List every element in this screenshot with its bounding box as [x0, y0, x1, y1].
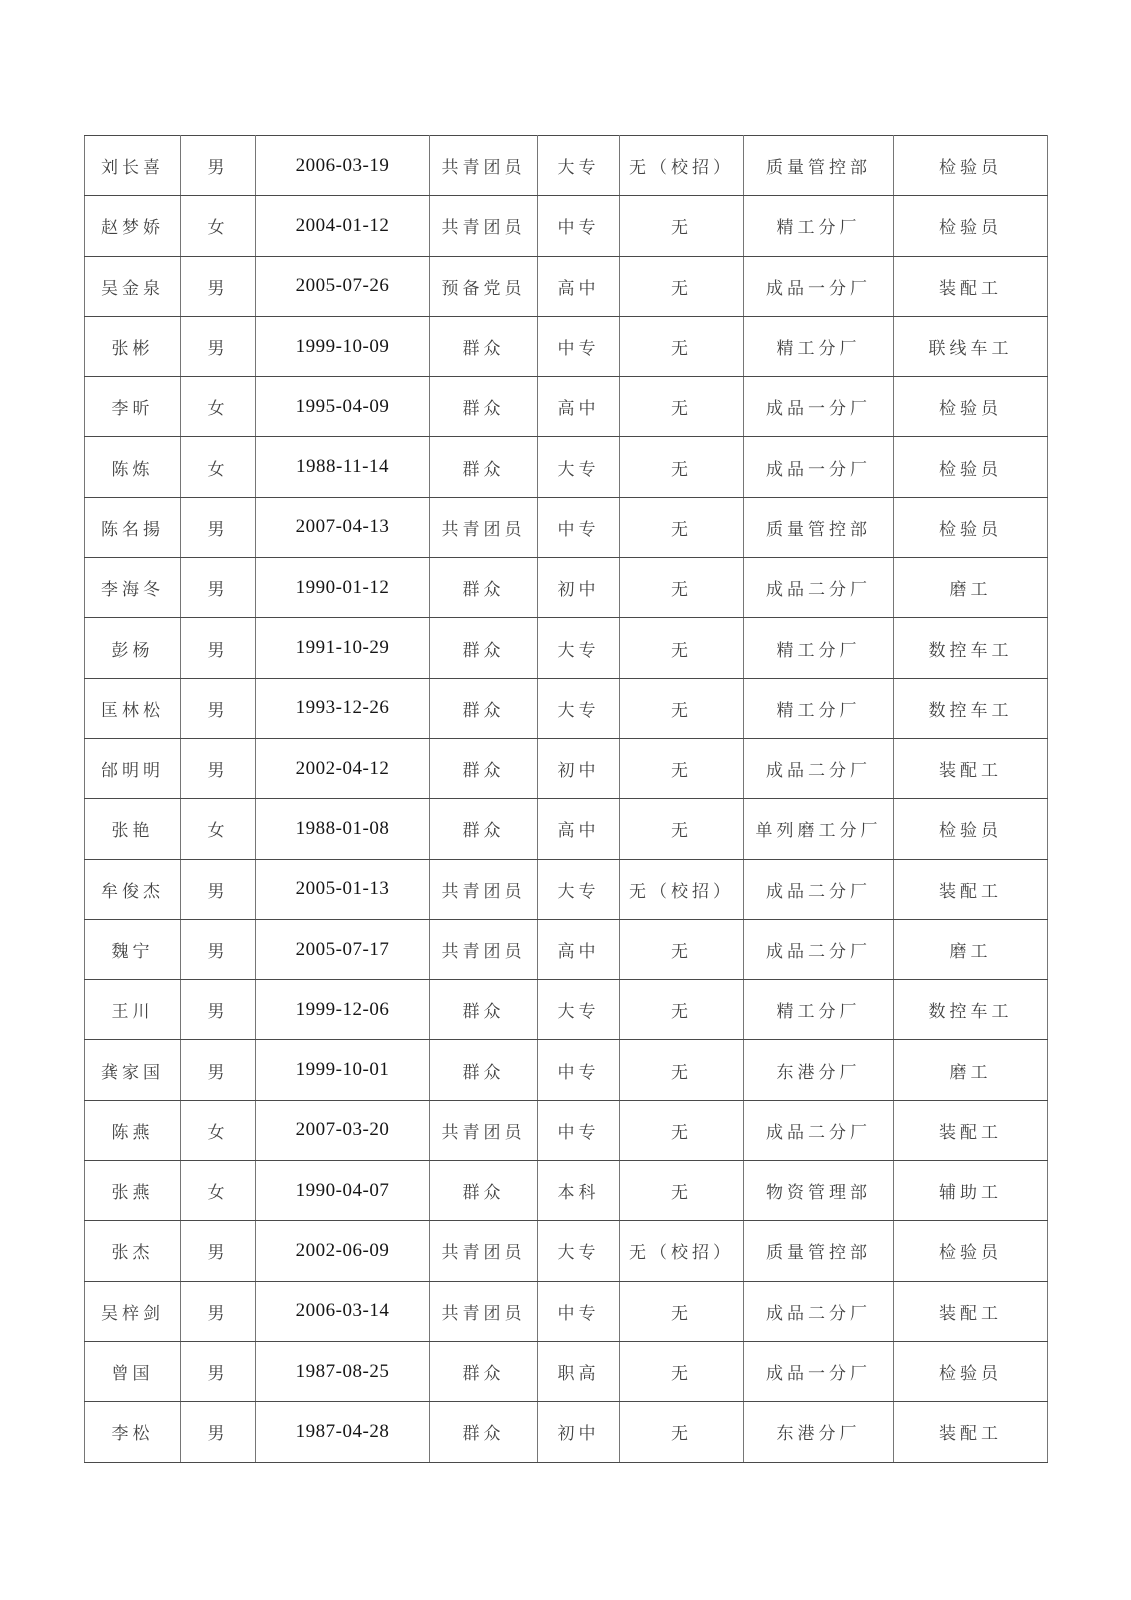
table-cell: 单列磨工分厂: [744, 799, 894, 859]
table-row: [85, 799, 1048, 859]
table-cell: 2004-01-12: [256, 196, 430, 256]
table-row: [85, 859, 1048, 919]
table-cell: 无: [620, 558, 744, 618]
table-cell: 2005-07-26: [256, 256, 430, 316]
table-row: [85, 1281, 1048, 1341]
table-cell: 本科: [538, 1161, 620, 1221]
table-cell: 高中: [538, 256, 620, 316]
table-row: [85, 196, 1048, 256]
table-cell: 男: [181, 618, 256, 678]
table-cell: 无: [620, 799, 744, 859]
table-cell: 男: [181, 316, 256, 376]
table-row: [85, 437, 1048, 497]
table-row: [85, 738, 1048, 798]
table-cell: 群众: [430, 316, 538, 376]
table-cell: 男: [181, 1040, 256, 1100]
table-cell: 无: [620, 316, 744, 376]
table-cell: 群众: [430, 980, 538, 1040]
table-cell: 职高: [538, 1341, 620, 1401]
table-cell: 男: [181, 1341, 256, 1401]
table-cell: 共青团员: [430, 859, 538, 919]
table-row: [85, 497, 1048, 557]
table-cell: 无: [620, 256, 744, 316]
table-cell: 无: [620, 1402, 744, 1462]
table-cell: 无（校招）: [620, 1221, 744, 1281]
table-cell: 男: [181, 1221, 256, 1281]
table-cell: 初中: [538, 558, 620, 618]
table-row: [85, 1221, 1048, 1281]
table-cell: 陈名揚: [85, 497, 181, 557]
table-cell: 女: [181, 1161, 256, 1221]
table-cell: 成品二分厂: [744, 1100, 894, 1160]
table-row: [85, 1341, 1048, 1401]
table-row: [85, 919, 1048, 979]
table-cell: 无: [620, 497, 744, 557]
table-cell: 女: [181, 1100, 256, 1160]
table-cell: 男: [181, 859, 256, 919]
table-cell: 无: [620, 678, 744, 738]
table-cell: 成品一分厂: [744, 256, 894, 316]
table-cell: 无: [620, 1100, 744, 1160]
table-row: [85, 316, 1048, 376]
table-cell: 装配工: [894, 738, 1048, 798]
table-cell: 无（校招）: [620, 859, 744, 919]
table-cell: 赵梦娇: [85, 196, 181, 256]
table-row: [85, 377, 1048, 437]
table-cell: 魏宁: [85, 919, 181, 979]
table-cell: 男: [181, 678, 256, 738]
table-cell: 装配工: [894, 859, 1048, 919]
table-cell: 辅助工: [894, 1161, 1048, 1221]
table-cell: 张彬: [85, 316, 181, 376]
table-cell: 高中: [538, 799, 620, 859]
table-cell: 男: [181, 558, 256, 618]
table-cell: 无: [620, 1281, 744, 1341]
table-cell: 装配工: [894, 256, 1048, 316]
table-cell: 中专: [538, 316, 620, 376]
table-cell: 共青团员: [430, 196, 538, 256]
table-cell: 无: [620, 1341, 744, 1401]
table-cell: 2002-06-09: [256, 1221, 430, 1281]
table-row: [85, 1100, 1048, 1160]
table-cell: 高中: [538, 919, 620, 979]
table-cell: 共青团员: [430, 136, 538, 196]
table-cell: 群众: [430, 1402, 538, 1462]
table-cell: 检验员: [894, 799, 1048, 859]
table-cell: 精工分厂: [744, 316, 894, 376]
table-row: [85, 980, 1048, 1040]
table-cell: 群众: [430, 1161, 538, 1221]
table-cell: 陈炼: [85, 437, 181, 497]
table-cell: 1988-01-08: [256, 799, 430, 859]
table-cell: 成品一分厂: [744, 1341, 894, 1401]
table-row: [85, 136, 1048, 196]
table-cell: 预备党员: [430, 256, 538, 316]
table-cell: 大专: [538, 136, 620, 196]
table-row: [85, 256, 1048, 316]
table-cell: 东港分厂: [744, 1402, 894, 1462]
table-cell: 成品二分厂: [744, 738, 894, 798]
table-cell: 1987-08-25: [256, 1341, 430, 1401]
table-cell: 李昕: [85, 377, 181, 437]
table-cell: 无: [620, 618, 744, 678]
table-cell: 中专: [538, 1040, 620, 1100]
table-cell: 高中: [538, 377, 620, 437]
table-cell: 群众: [430, 738, 538, 798]
table-cell: 质量管控部: [744, 136, 894, 196]
table-cell: 牟俊杰: [85, 859, 181, 919]
table-cell: 男: [181, 1281, 256, 1341]
table-cell: 磨工: [894, 558, 1048, 618]
table-cell: 质量管控部: [744, 1221, 894, 1281]
table-cell: 2005-01-13: [256, 859, 430, 919]
table-row: [85, 618, 1048, 678]
table-cell: 成品一分厂: [744, 377, 894, 437]
table-cell: 2006-03-14: [256, 1281, 430, 1341]
table-cell: 张燕: [85, 1161, 181, 1221]
table-cell: 1999-12-06: [256, 980, 430, 1040]
table-cell: 物资管理部: [744, 1161, 894, 1221]
table-cell: 磨工: [894, 919, 1048, 979]
table-cell: 装配工: [894, 1281, 1048, 1341]
table-cell: 无: [620, 377, 744, 437]
table-cell: 共青团员: [430, 1281, 538, 1341]
table-cell: 彭杨: [85, 618, 181, 678]
table-cell: 检验员: [894, 497, 1048, 557]
table-cell: 联线车工: [894, 316, 1048, 376]
table-cell: 2007-04-13: [256, 497, 430, 557]
table-cell: 大专: [538, 1221, 620, 1281]
table-cell: 中专: [538, 1100, 620, 1160]
table-cell: 曾国: [85, 1341, 181, 1401]
table-cell: 群众: [430, 1040, 538, 1100]
table-cell: 检验员: [894, 377, 1048, 437]
table-cell: 2005-07-17: [256, 919, 430, 979]
table-cell: 群众: [430, 437, 538, 497]
table-cell: 吴金泉: [85, 256, 181, 316]
table-cell: 男: [181, 919, 256, 979]
table-cell: 无: [620, 980, 744, 1040]
table-cell: 龚家国: [85, 1040, 181, 1100]
table-cell: 1987-04-28: [256, 1402, 430, 1462]
table-cell: 群众: [430, 618, 538, 678]
table-cell: 匡林松: [85, 678, 181, 738]
table-cell: 无: [620, 196, 744, 256]
table-cell: 无: [620, 1040, 744, 1100]
table-cell: 中专: [538, 196, 620, 256]
table-cell: 大专: [538, 859, 620, 919]
table-cell: 东港分厂: [744, 1040, 894, 1100]
table-cell: 装配工: [894, 1402, 1048, 1462]
table-cell: 无: [620, 738, 744, 798]
table-cell: 无: [620, 1161, 744, 1221]
table-cell: 群众: [430, 377, 538, 437]
table-cell: 精工分厂: [744, 618, 894, 678]
table-cell: 1995-04-09: [256, 377, 430, 437]
table-cell: 成品二分厂: [744, 919, 894, 979]
table-cell: 2002-04-12: [256, 738, 430, 798]
table-cell: 男: [181, 136, 256, 196]
table-cell: 大专: [538, 980, 620, 1040]
table-cell: 检验员: [894, 437, 1048, 497]
table-cell: 检验员: [894, 136, 1048, 196]
table-cell: 男: [181, 256, 256, 316]
table-cell: 李海冬: [85, 558, 181, 618]
table-cell: 男: [181, 980, 256, 1040]
table-cell: 2007-03-20: [256, 1100, 430, 1160]
table-cell: 男: [181, 738, 256, 798]
table-cell: 1990-04-07: [256, 1161, 430, 1221]
table-cell: 1991-10-29: [256, 618, 430, 678]
table-cell: 1999-10-09: [256, 316, 430, 376]
table-cell: 大专: [538, 678, 620, 738]
table-cell: 女: [181, 377, 256, 437]
table-cell: 1999-10-01: [256, 1040, 430, 1100]
table-cell: 邰明明: [85, 738, 181, 798]
table-cell: 群众: [430, 678, 538, 738]
table-cell: 共青团员: [430, 1221, 538, 1281]
table-cell: 共青团员: [430, 919, 538, 979]
table-cell: 无: [620, 437, 744, 497]
table-cell: 检验员: [894, 196, 1048, 256]
table-row: [85, 558, 1048, 618]
table-cell: 群众: [430, 799, 538, 859]
table-cell: 男: [181, 1402, 256, 1462]
table-cell: 成品二分厂: [744, 1281, 894, 1341]
table-cell: 装配工: [894, 1100, 1048, 1160]
table-cell: 中专: [538, 1281, 620, 1341]
table-cell: 初中: [538, 738, 620, 798]
table-cell: 2006-03-19: [256, 136, 430, 196]
table-cell: 无: [620, 919, 744, 979]
table-cell: 数控车工: [894, 618, 1048, 678]
table-row: [85, 678, 1048, 738]
table-cell: 群众: [430, 558, 538, 618]
table-cell: 中专: [538, 497, 620, 557]
table-cell: 大专: [538, 618, 620, 678]
table-cell: 成品一分厂: [744, 437, 894, 497]
table-cell: 无（校招）: [620, 136, 744, 196]
table-cell: 男: [181, 497, 256, 557]
table-cell: 共青团员: [430, 1100, 538, 1160]
table-cell: 数控车工: [894, 678, 1048, 738]
table-cell: 精工分厂: [744, 980, 894, 1040]
table-cell: 共青团员: [430, 497, 538, 557]
table-cell: 陈燕: [85, 1100, 181, 1160]
table-cell: 质量管控部: [744, 497, 894, 557]
table-cell: 群众: [430, 1341, 538, 1401]
table-cell: 磨工: [894, 1040, 1048, 1100]
table-cell: 女: [181, 437, 256, 497]
table-cell: 刘长喜: [85, 136, 181, 196]
table-cell: 数控车工: [894, 980, 1048, 1040]
table-body: [85, 136, 1048, 1463]
table-row: [85, 1402, 1048, 1462]
table-cell: 女: [181, 799, 256, 859]
table-cell: 成品二分厂: [744, 859, 894, 919]
table-cell: 成品二分厂: [744, 558, 894, 618]
table-cell: 王川: [85, 980, 181, 1040]
personnel-table: [84, 135, 1048, 1463]
table-cell: 检验员: [894, 1341, 1048, 1401]
table-cell: 1988-11-14: [256, 437, 430, 497]
table-cell: 李松: [85, 1402, 181, 1462]
table-row: [85, 1040, 1048, 1100]
table-cell: 女: [181, 196, 256, 256]
table-cell: 张杰: [85, 1221, 181, 1281]
table-cell: 精工分厂: [744, 678, 894, 738]
table-cell: 初中: [538, 1402, 620, 1462]
table-cell: 1993-12-26: [256, 678, 430, 738]
table-cell: 1990-01-12: [256, 558, 430, 618]
table-cell: 大专: [538, 437, 620, 497]
table-cell: 吴梓剑: [85, 1281, 181, 1341]
table-row: [85, 1161, 1048, 1221]
table-cell: 精工分厂: [744, 196, 894, 256]
table-cell: 检验员: [894, 1221, 1048, 1281]
table-cell: 张艳: [85, 799, 181, 859]
